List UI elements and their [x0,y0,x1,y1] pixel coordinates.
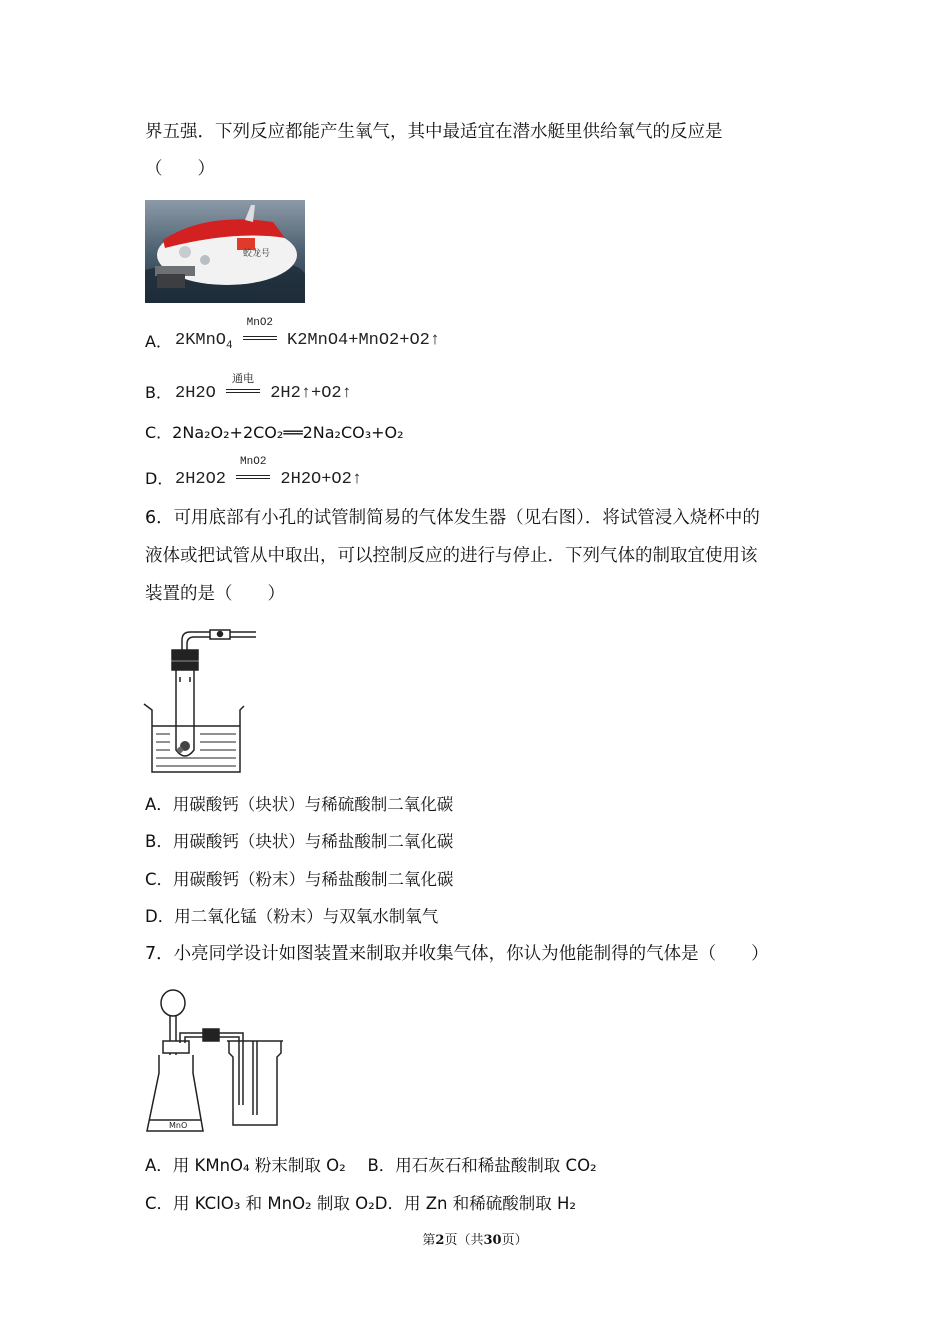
svg-text:蛟龙号: 蛟龙号 [243,249,271,259]
q5-a-rhs: K2MnO4+MnO2+O2↑ [287,331,441,350]
footer-suffix: 页） [501,1233,528,1248]
q7-stem: 7．小亮同学设计如图装置来制取并收集气体，你认为他能制得的气体是（ ） [145,944,769,964]
q5-option-a-equation: 2KMnO$_4$ MnO2 K2MnO4+MnO2+O2↑ [175,317,441,352]
test-tube-beaker-diagram [140,622,270,782]
q5-option-d-equation [175,456,363,489]
q5-option-c: C．2Na₂O₂+2CO₂══2Na₂CO₃+O₂ [145,423,404,442]
q5-option-a-label: A． [145,332,172,351]
q5-b-lhs: 2H2O [175,384,216,403]
q6-option-a: A．用碳酸钙（块状）与稀硫酸制二氧化碳 [145,795,454,814]
submarine-image [145,200,305,303]
q5-d-condition: MnO2 [236,470,270,489]
q5-d-lhs: 2H2O2 [175,470,227,489]
q6-stem-line3: 装置的是（ ） [145,584,285,604]
q5-a-lhs: 2KMnO [175,331,227,350]
q5-b-condition: 通电 [226,384,260,403]
q5-a-condition: MnO2 [243,331,277,350]
q7-options-row1: A．用 KMnO₄ 粉末制取 O₂ B．用石灰石和稀盐酸制取 CO₂ [145,1156,597,1175]
footer-page-number: 2 [435,1233,445,1248]
q6-option-d: D．用二氧化锰（粉末）与双氧水制氧气 [145,907,439,926]
footer-prefix: 第 [422,1233,436,1248]
q6-stem-line2: 液体或把试管从中取出，可以控制反应的进行与停止．下列气体的制取宜使用该 [145,546,758,566]
q5-option-d-label: D． [145,469,174,488]
q6-stem-line1: 6．可用底部有小孔的试管制简易的气体发生器（见右图）．将试管浸入烧杯中的 [145,508,760,528]
q5-stem-line2: （ ） [145,159,215,179]
footer-middle: 页（共 [444,1233,484,1248]
q5-option-b-label: B． [145,383,172,402]
footer-total-pages: 30 [483,1233,502,1248]
q5-d-rhs: 2H2O+O2↑ [280,470,363,489]
q5-b-rhs: 2H2↑+O2↑ [270,384,352,403]
q5-option-b-equation [175,374,352,403]
svg-text:MnO: MnO [169,1121,188,1130]
q6-option-c: C．用碳酸钙（粉末）与稀盐酸制二氧化碳 [145,870,454,889]
page-footer [0,1229,950,1248]
q6-option-b: B．用碳酸钙（块状）与稀盐酸制二氧化碳 [145,832,454,851]
q5-stem-line1: 界五强．下列反应都能产生氧气，其中最适宜在潜水艇里供给氧气的反应是 [145,122,723,142]
q7-options-row2: C．用 KClO₃ 和 MnO₂ 制取 O₂D．用 Zn 和稀硫酸制取 H₂ [145,1194,576,1213]
flask-collection-diagram [143,985,288,1140]
